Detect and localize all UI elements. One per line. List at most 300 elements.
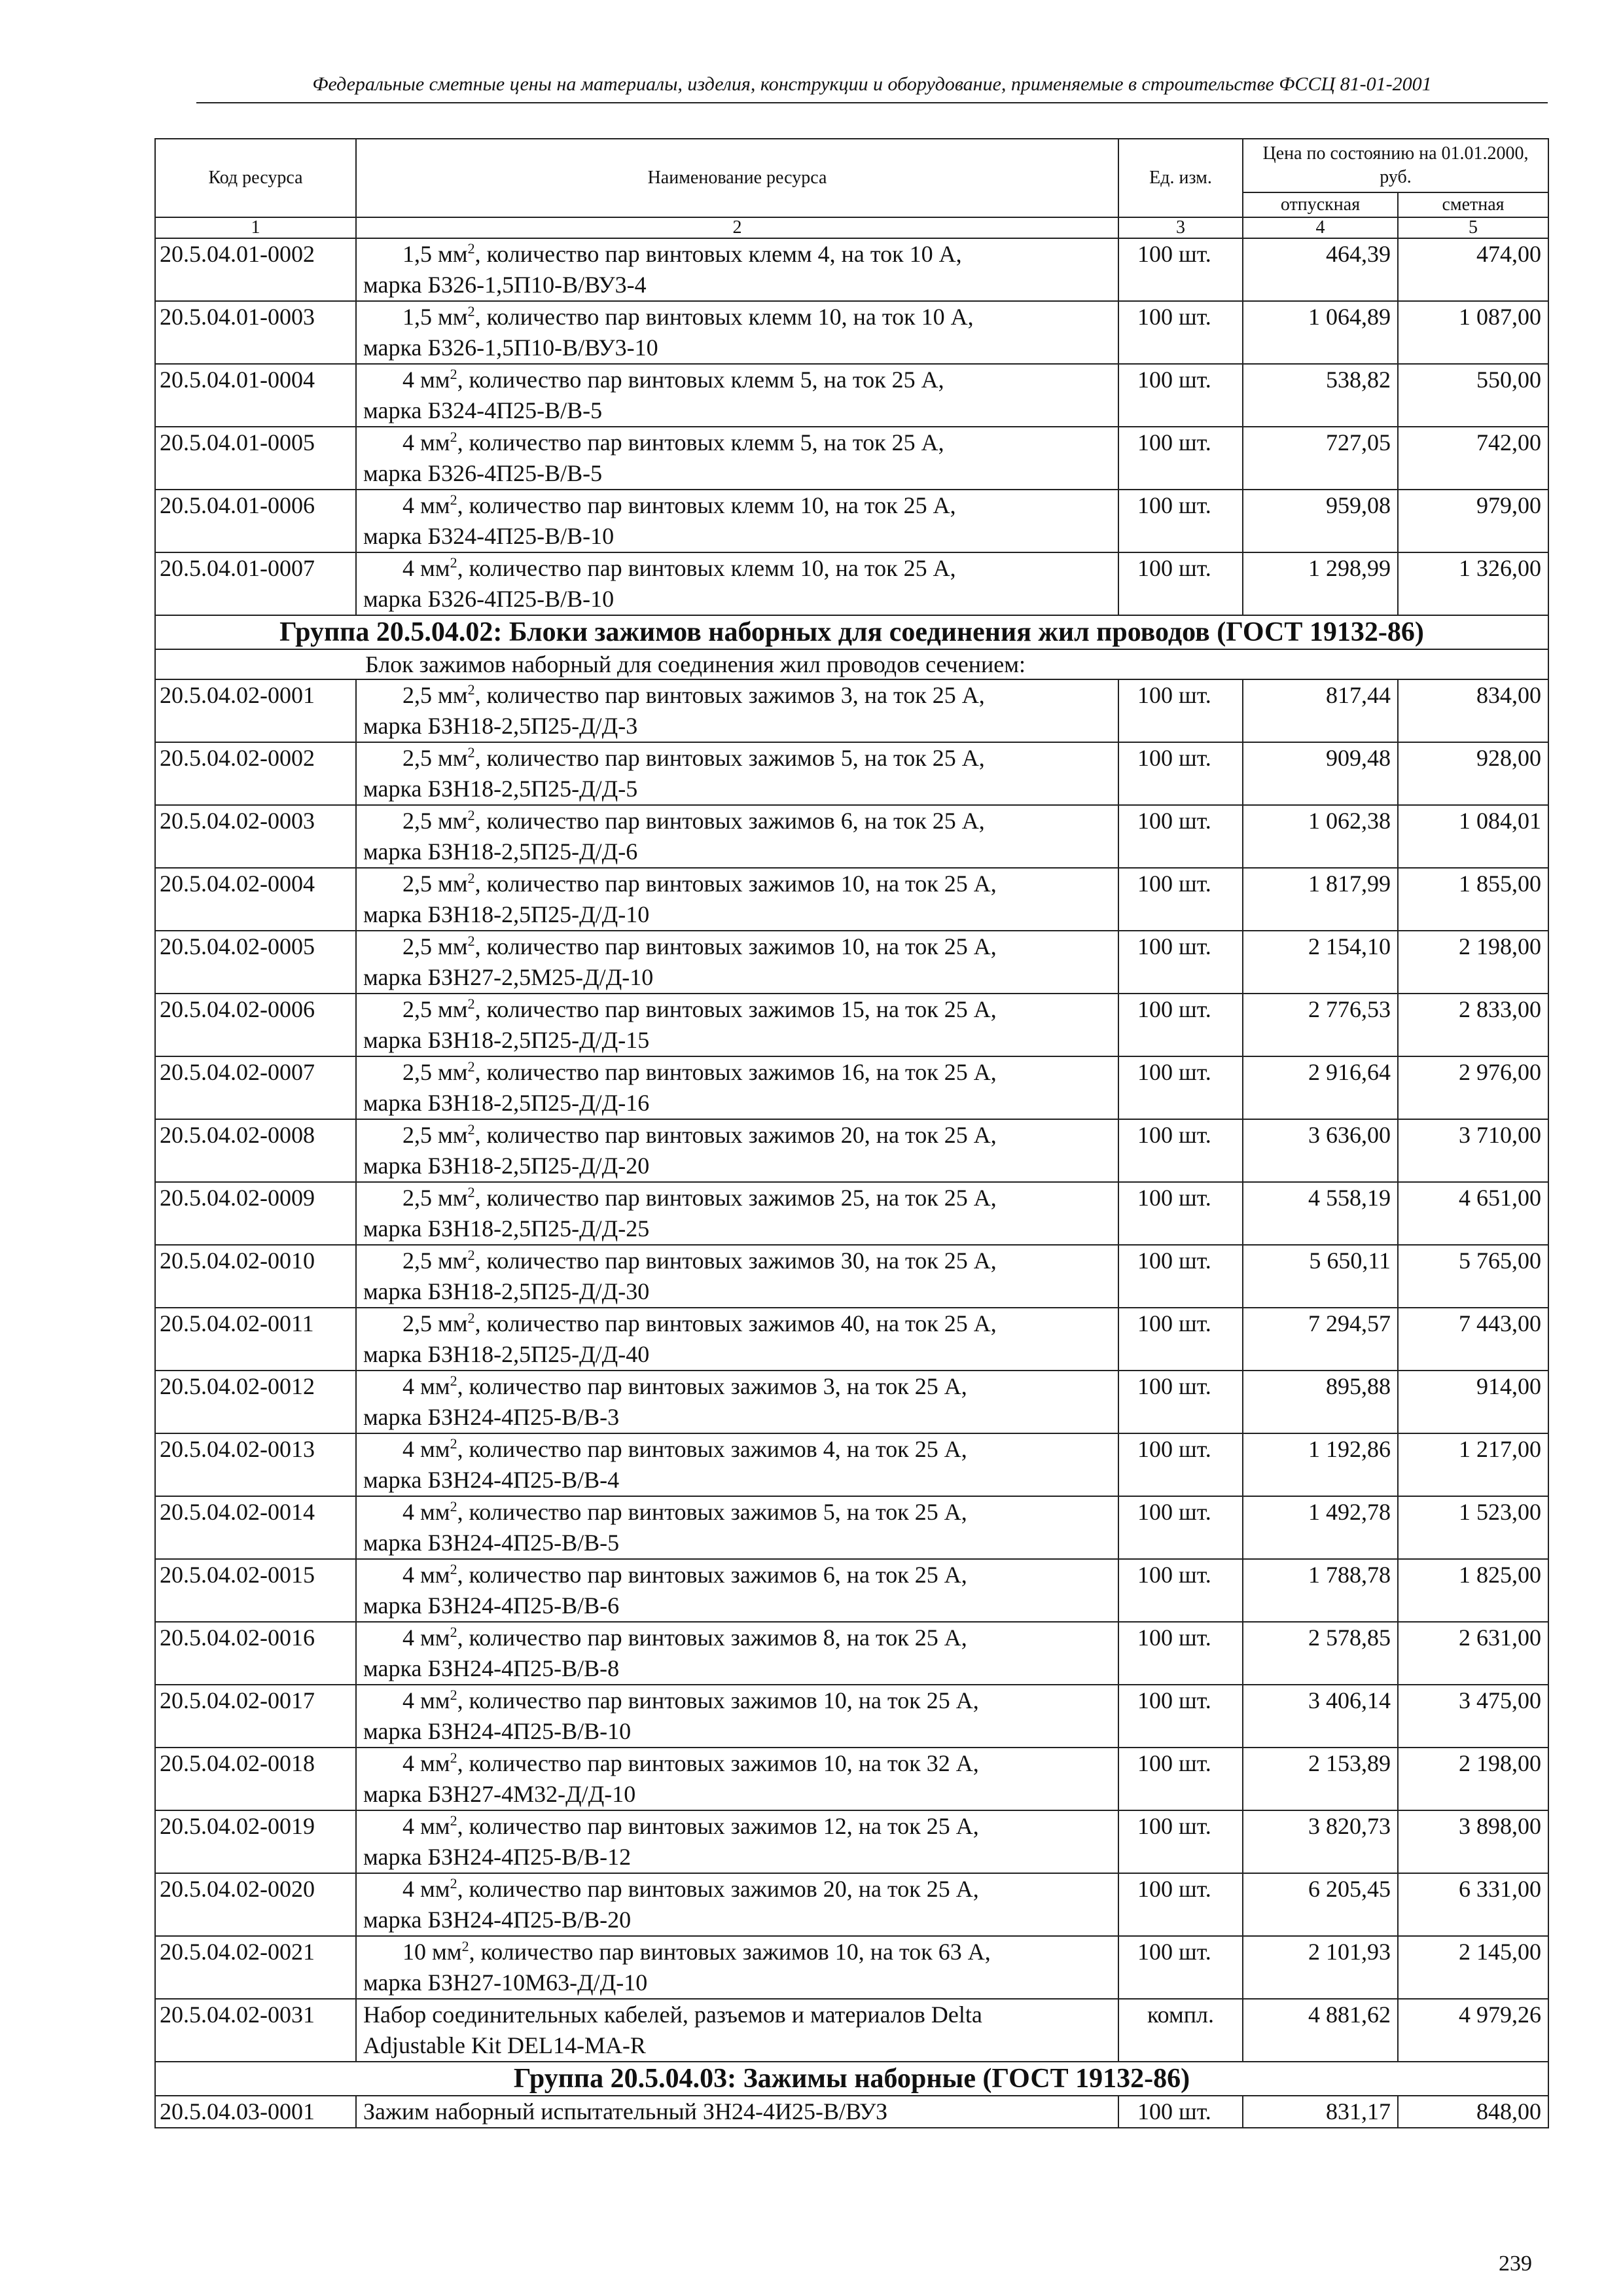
name-text: , количество пар винтовых зажимов 10, на ток 25 А, — [474, 933, 997, 960]
name-mark: марка БЗН24-4П25-В/В-12 — [363, 1844, 632, 1870]
price-estimate: 3 898,00 — [1398, 1810, 1548, 1873]
name-section: 4 мм — [402, 555, 450, 581]
resource-code: 20.5.04.02-0002 — [155, 742, 356, 805]
resource-name — [356, 364, 1118, 427]
name-text: , количество пар винтовых зажимов 15, на ток 25 А, — [474, 996, 997, 1022]
name-section: 4 мм — [402, 1562, 450, 1588]
table-row — [155, 552, 1548, 615]
unit: компл. — [1118, 1999, 1243, 2062]
unit: 100 шт. — [1118, 1056, 1243, 1119]
name-section: 4 мм — [402, 1373, 450, 1399]
resource-name — [356, 1622, 1118, 1685]
unit: 100 шт. — [1118, 552, 1243, 615]
table-row — [155, 301, 1548, 364]
resource-name — [356, 1559, 1118, 1622]
header-price-estimate: сметная — [1398, 192, 1548, 217]
column-number: 5 — [1398, 217, 1548, 238]
price-estimate: 979,00 — [1398, 490, 1548, 552]
name-text: , количество пар винтовых зажимов 8, на ток 25 А, — [457, 1624, 967, 1651]
price-estimate: 1 084,01 — [1398, 805, 1548, 868]
table-row — [155, 1622, 1548, 1685]
unit: 100 шт. — [1118, 1308, 1243, 1371]
price-release: 1 492,78 — [1243, 1496, 1398, 1559]
group-title: Группа 20.5.04.03: Зажимы наборные (ГОСТ 19132-86) — [155, 2062, 1548, 2096]
superscript-square: 2 — [450, 366, 457, 382]
name-section: 10 мм — [402, 1939, 462, 1965]
table-row — [155, 1245, 1548, 1308]
resource-name — [356, 868, 1118, 931]
name-mark: марка Б324-4П25-В/В-10 — [363, 523, 615, 549]
resource-code: 20.5.04.02-0009 — [155, 1182, 356, 1245]
name-mark: марка Б324-4П25-В/В-5 — [363, 397, 603, 423]
name-mark: марка Б326-1,5П10-В/ВУ3-10 — [363, 334, 658, 361]
table-row — [155, 238, 1548, 301]
price-release: 1 817,99 — [1243, 868, 1398, 931]
header-price: Цена по состоянию на 01.01.2000, руб. — [1243, 139, 1548, 192]
resource-name — [356, 931, 1118, 994]
price-release: 538,82 — [1243, 364, 1398, 427]
table-row — [155, 1433, 1548, 1496]
resource-name — [356, 1119, 1118, 1182]
resource-code: 20.5.04.02-0012 — [155, 1371, 356, 1433]
resource-code: 20.5.04.02-0007 — [155, 1056, 356, 1119]
superscript-square: 2 — [450, 1624, 457, 1640]
header-rule — [196, 102, 1548, 103]
name-section: 2,5 мм — [402, 745, 468, 771]
resource-code: 20.5.04.01-0003 — [155, 301, 356, 364]
superscript-square: 2 — [450, 1749, 457, 1766]
resource-code: 20.5.04.02-0019 — [155, 1810, 356, 1873]
resource-name — [356, 1936, 1118, 1999]
price-estimate: 2 976,00 — [1398, 1056, 1548, 1119]
table-row — [155, 994, 1548, 1056]
unit: 100 шт. — [1118, 238, 1243, 301]
name-mark: марка БЗН24-4П25-В/В-6 — [363, 1592, 620, 1619]
price-release: 831,17 — [1243, 2096, 1398, 2128]
table-row — [155, 1748, 1548, 1810]
table-row — [155, 1999, 1548, 2062]
name-mark: марка БЗН24-4П25-В/В-5 — [363, 1530, 620, 1556]
unit: 100 шт. — [1118, 931, 1243, 994]
superscript-square: 2 — [450, 1498, 457, 1515]
table-row — [155, 1685, 1548, 1748]
price-release: 1 788,78 — [1243, 1559, 1398, 1622]
unit: 100 шт. — [1118, 868, 1243, 931]
price-estimate: 3 710,00 — [1398, 1119, 1548, 1182]
table-row — [155, 868, 1548, 931]
name-text: , количество пар винтовых клемм 5, на ток 25 А, — [457, 429, 944, 456]
price-estimate: 4 651,00 — [1398, 1182, 1548, 1245]
price-release: 2 776,53 — [1243, 994, 1398, 1056]
resource-name: Зажим наборный испытательный ЗН24-4И25-В/ВУЗ — [356, 2096, 1118, 2128]
name-section: 2,5 мм — [402, 682, 468, 708]
name-text: , количество пар винтовых зажимов 3, на ток 25 А, — [474, 682, 985, 708]
price-release: 7 294,57 — [1243, 1308, 1398, 1371]
unit: 100 шт. — [1118, 1433, 1243, 1496]
name-section: 4 мм — [402, 1876, 450, 1902]
price-estimate: 1 217,00 — [1398, 1433, 1548, 1496]
price-release: 4 881,62 — [1243, 1999, 1398, 2062]
price-estimate: 550,00 — [1398, 364, 1548, 427]
name-mark: Adjustable Kit DEL14-MA-R — [363, 2032, 646, 2058]
header-unit: Ед. изм. — [1118, 139, 1243, 217]
resource-name — [356, 1056, 1118, 1119]
name-text: , количество пар винтовых клемм 10, на ток 25 А, — [457, 492, 956, 518]
running-header: Федеральные сметные цены на материалы, изделия, конструкции и оборудование, применяемые в строительстве ФССЦ 81-01-2001 — [312, 73, 1432, 95]
unit: 100 шт. — [1118, 490, 1243, 552]
price-release: 909,48 — [1243, 742, 1398, 805]
unit: 100 шт. — [1118, 364, 1243, 427]
table-row — [155, 2096, 1548, 2128]
superscript-square: 2 — [467, 1184, 475, 1200]
unit: 100 шт. — [1118, 427, 1243, 490]
price-estimate: 742,00 — [1398, 427, 1548, 490]
resource-code: 20.5.04.01-0004 — [155, 364, 356, 427]
resource-code: 20.5.04.02-0008 — [155, 1119, 356, 1182]
price-release: 895,88 — [1243, 1371, 1398, 1433]
name-mark: марка БЗН24-4П25-В/В-10 — [363, 1718, 632, 1744]
unit: 100 шт. — [1118, 2096, 1243, 2128]
table-row — [155, 1371, 1548, 1433]
name-text: , количество пар винтовых зажимов 10, на ток 25 А, — [457, 1687, 979, 1713]
resource-name — [356, 552, 1118, 615]
name-text: , количество пар винтовых зажимов 10, на ток 63 А, — [469, 1939, 991, 1965]
superscript-square: 2 — [450, 1372, 457, 1389]
name-mark: марка БЗН24-4П25-В/В-3 — [363, 1404, 620, 1430]
column-number: 4 — [1243, 217, 1398, 238]
unit: 100 шт. — [1118, 1245, 1243, 1308]
column-number-row — [155, 217, 1548, 238]
unit: 100 шт. — [1118, 994, 1243, 1056]
price-release: 2 153,89 — [1243, 1748, 1398, 1810]
header-price-release: отпускная — [1243, 192, 1398, 217]
superscript-square: 2 — [467, 807, 475, 823]
resource-name — [356, 1810, 1118, 1873]
table-row — [155, 1559, 1548, 1622]
resource-code: 20.5.04.02-0017 — [155, 1685, 356, 1748]
resource-code: 20.5.04.03-0001 — [155, 2096, 356, 2128]
name-mark: марка Б326-4П25-В/В-10 — [363, 586, 615, 612]
resource-name — [356, 1685, 1118, 1748]
resource-code: 20.5.04.02-0003 — [155, 805, 356, 868]
resource-name — [356, 1496, 1118, 1559]
name-section: 2,5 мм — [402, 996, 468, 1022]
superscript-square: 2 — [467, 240, 475, 257]
name-text: , количество пар винтовых зажимов 20, на ток 25 А, — [457, 1876, 979, 1902]
table-row — [155, 1182, 1548, 1245]
name-text: , количество пар винтовых клемм 5, на ток 25 А, — [457, 367, 944, 393]
name-mark: марка БЗН18-2,5П25-Д/Д-10 — [363, 901, 650, 927]
name-mark: марка БЗН24-4П25-В/В-8 — [363, 1655, 620, 1681]
resource-name — [356, 805, 1118, 868]
name-section: 4 мм — [402, 1499, 450, 1525]
header-code: Код ресурса — [155, 139, 356, 217]
name-mark: марка БЗН18-2,5П25-Д/Д-30 — [363, 1278, 650, 1304]
name-text: , количество пар винтовых клемм 10, на ток 25 А, — [457, 555, 956, 581]
price-release: 1 192,86 — [1243, 1433, 1398, 1496]
resource-code: 20.5.04.02-0021 — [155, 1936, 356, 1999]
price-release: 2 578,85 — [1243, 1622, 1398, 1685]
price-estimate: 2 145,00 — [1398, 1936, 1548, 1999]
table-row — [155, 364, 1548, 427]
name-section: 4 мм — [402, 1436, 450, 1462]
resource-code: 20.5.04.02-0004 — [155, 868, 356, 931]
resource-code: 20.5.04.02-0018 — [155, 1748, 356, 1810]
name-text: , количество пар винтовых зажимов 5, на ток 25 А, — [474, 745, 985, 771]
price-estimate: 834,00 — [1398, 679, 1548, 742]
unit: 100 шт. — [1118, 805, 1243, 868]
table-row — [155, 742, 1548, 805]
name-text: , количество пар винтовых зажимов 5, на ток 25 А, — [457, 1499, 967, 1525]
name-mark: марка БЗН18-2,5П25-Д/Д-6 — [363, 838, 638, 865]
price-release: 464,39 — [1243, 238, 1398, 301]
superscript-square: 2 — [461, 1938, 469, 1954]
name-section: 4 мм — [402, 367, 450, 393]
price-estimate: 2 198,00 — [1398, 1748, 1548, 1810]
superscript-square: 2 — [467, 933, 475, 949]
page-number: 239 — [1499, 2251, 1532, 2276]
resource-code: 20.5.04.02-0014 — [155, 1496, 356, 1559]
column-number: 2 — [356, 217, 1118, 238]
price-estimate: 848,00 — [1398, 2096, 1548, 2128]
name-text: , количество пар винтовых зажимов 20, на ток 25 А, — [474, 1122, 997, 1148]
name-mark: марка Б326-4П25-В/В-5 — [363, 460, 603, 486]
price-release: 2 101,93 — [1243, 1936, 1398, 1999]
resource-name — [356, 301, 1118, 364]
name-text: , количество пар винтовых зажимов 16, на ток 25 А, — [474, 1059, 997, 1085]
unit: 100 шт. — [1118, 1936, 1243, 1999]
name-mark: марка БЗН18-2,5П25-Д/Д-40 — [363, 1341, 650, 1367]
superscript-square: 2 — [467, 681, 475, 698]
unit: 100 шт. — [1118, 1622, 1243, 1685]
superscript-square: 2 — [450, 1875, 457, 1892]
superscript-square: 2 — [450, 554, 457, 571]
price-release: 5 650,11 — [1243, 1245, 1398, 1308]
unit: 100 шт. — [1118, 1873, 1243, 1936]
price-release: 4 558,19 — [1243, 1182, 1398, 1245]
resource-name — [356, 1433, 1118, 1496]
price-estimate: 914,00 — [1398, 1371, 1548, 1433]
price-estimate: 1 825,00 — [1398, 1559, 1548, 1622]
price-release: 959,08 — [1243, 490, 1398, 552]
price-release: 817,44 — [1243, 679, 1398, 742]
unit: 100 шт. — [1118, 679, 1243, 742]
name-text: , количество пар винтовых зажимов 6, на ток 25 А, — [457, 1562, 967, 1588]
name-section: 2,5 мм — [402, 870, 468, 897]
unit: 100 шт. — [1118, 742, 1243, 805]
name-section: 2,5 мм — [402, 1185, 468, 1211]
resource-code: 20.5.04.01-0002 — [155, 238, 356, 301]
resource-code: 20.5.04.02-0015 — [155, 1559, 356, 1622]
superscript-square: 2 — [467, 996, 475, 1012]
resource-code: 20.5.04.02-0031 — [155, 1999, 356, 2062]
price-estimate: 2 631,00 — [1398, 1622, 1548, 1685]
superscript-square: 2 — [467, 1310, 475, 1326]
resource-name — [356, 1873, 1118, 1936]
resource-name — [356, 1245, 1118, 1308]
name-mark: марка БЗН18-2,5П25-Д/Д-16 — [363, 1090, 650, 1116]
table-row — [155, 931, 1548, 994]
price-release: 3 406,14 — [1243, 1685, 1398, 1748]
price-estimate: 4 979,26 — [1398, 1999, 1548, 2062]
name-mark: марка БЗН24-4П25-В/В-4 — [363, 1467, 620, 1493]
name-section: 4 мм — [402, 492, 450, 518]
name-text: Набор соединительных кабелей, разъемов и материалов Delta — [363, 2001, 982, 2028]
name-section: 1,5 мм — [402, 304, 468, 330]
name-section: 4 мм — [402, 1750, 450, 1776]
name-section: 2,5 мм — [402, 1122, 468, 1148]
resource-code: 20.5.04.02-0010 — [155, 1245, 356, 1308]
table-row — [155, 427, 1548, 490]
table-row — [155, 1496, 1548, 1559]
name-section: 2,5 мм — [402, 1059, 468, 1085]
unit: 100 шт. — [1118, 1119, 1243, 1182]
name-text: , количество пар винтовых зажимов 30, на ток 25 А, — [474, 1247, 997, 1274]
price-release: 1 064,89 — [1243, 301, 1398, 364]
name-section: 2,5 мм — [402, 933, 468, 960]
price-release: 6 205,45 — [1243, 1873, 1398, 1936]
name-mark: марка БЗН27-4М32-Д/Д-10 — [363, 1781, 636, 1807]
resource-name — [356, 427, 1118, 490]
resource-name — [356, 1371, 1118, 1433]
table-row — [155, 805, 1548, 868]
resource-name — [356, 1308, 1118, 1371]
name-text: , количество пар винтовых зажимов 10, на ток 32 А, — [457, 1750, 979, 1776]
column-number: 3 — [1118, 217, 1243, 238]
resource-code: 20.5.04.01-0007 — [155, 552, 356, 615]
price-estimate: 474,00 — [1398, 238, 1548, 301]
unit: 100 шт. — [1118, 1685, 1243, 1748]
resource-code: 20.5.04.02-0013 — [155, 1433, 356, 1496]
price-estimate: 2 833,00 — [1398, 994, 1548, 1056]
name-mark: марка БЗН24-4П25-В/В-20 — [363, 1907, 632, 1933]
superscript-square: 2 — [467, 1121, 475, 1138]
unit: 100 шт. — [1118, 1559, 1243, 1622]
unit: 100 шт. — [1118, 1496, 1243, 1559]
unit: 100 шт. — [1118, 301, 1243, 364]
name-text: , количество пар винтовых зажимов 25, на ток 25 А, — [474, 1185, 997, 1211]
price-release: 2 916,64 — [1243, 1056, 1398, 1119]
superscript-square: 2 — [467, 1058, 475, 1075]
resource-code: 20.5.04.02-0001 — [155, 679, 356, 742]
price-release: 727,05 — [1243, 427, 1398, 490]
group-title-row — [155, 2062, 1548, 2096]
price-release: 2 154,10 — [1243, 931, 1398, 994]
superscript-square: 2 — [450, 1687, 457, 1703]
resource-name — [356, 679, 1118, 742]
resource-code: 20.5.04.02-0020 — [155, 1873, 356, 1936]
name-text: , количество пар винтовых клемм 4, на ток 10 А, — [474, 241, 962, 267]
table-row — [155, 1308, 1548, 1371]
group-title: Группа 20.5.04.02: Блоки зажимов наборных для соединения жил проводов (ГОСТ 19132-86) — [155, 615, 1548, 649]
superscript-square: 2 — [450, 492, 457, 508]
resource-name — [356, 742, 1118, 805]
name-section: 4 мм — [402, 1813, 450, 1839]
price-estimate: 1 523,00 — [1398, 1496, 1548, 1559]
superscript-square: 2 — [467, 870, 475, 886]
name-mark: марка БЗН27-2,5М25-Д/Д-10 — [363, 964, 654, 990]
name-mark: марка БЗН18-2,5П25-Д/Д-15 — [363, 1027, 650, 1053]
table-header-row — [155, 139, 1548, 192]
superscript-square: 2 — [450, 1812, 457, 1829]
price-release: 3 636,00 — [1243, 1119, 1398, 1182]
price-release: 3 820,73 — [1243, 1810, 1398, 1873]
price-estimate: 1 087,00 — [1398, 301, 1548, 364]
superscript-square: 2 — [450, 429, 457, 445]
subheading-row — [155, 649, 1548, 679]
name-mark: марка БЗН27-10М63-Д/Д-10 — [363, 1969, 648, 1996]
name-mark: марка БЗН18-2,5П25-Д/Д-5 — [363, 776, 638, 802]
price-release: 1 062,38 — [1243, 805, 1398, 868]
superscript-square: 2 — [467, 744, 475, 761]
name-section: 4 мм — [402, 1687, 450, 1713]
table-row — [155, 1936, 1548, 1999]
name-section: 1,5 мм — [402, 241, 468, 267]
superscript-square: 2 — [450, 1561, 457, 1577]
name-section: 2,5 мм — [402, 1247, 468, 1274]
name-text: , количество пар винтовых зажимов 12, на ток 25 А, — [457, 1813, 979, 1839]
resource-name — [356, 238, 1118, 301]
price-estimate: 6 331,00 — [1398, 1873, 1548, 1936]
resource-code: 20.5.04.02-0011 — [155, 1308, 356, 1371]
name-section: 2,5 мм — [402, 1310, 468, 1336]
resource-code: 20.5.04.02-0005 — [155, 931, 356, 994]
price-estimate: 5 765,00 — [1398, 1245, 1548, 1308]
name-text: , количество пар винтовых зажимов 3, на ток 25 А, — [457, 1373, 967, 1399]
resource-name — [356, 1182, 1118, 1245]
table-row — [155, 1873, 1548, 1936]
unit: 100 шт. — [1118, 1371, 1243, 1433]
unit: 100 шт. — [1118, 1182, 1243, 1245]
resource-code: 20.5.04.02-0016 — [155, 1622, 356, 1685]
resource-name — [356, 1999, 1118, 2062]
superscript-square: 2 — [467, 303, 475, 319]
price-estimate: 7 443,00 — [1398, 1308, 1548, 1371]
superscript-square: 2 — [450, 1435, 457, 1452]
name-text: , количество пар винтовых зажимов 4, на ток 25 А, — [457, 1436, 967, 1462]
resource-code: 20.5.04.01-0006 — [155, 490, 356, 552]
resource-name — [356, 994, 1118, 1056]
price-estimate: 3 475,00 — [1398, 1685, 1548, 1748]
unit: 100 шт. — [1118, 1810, 1243, 1873]
name-section: 4 мм — [402, 429, 450, 456]
price-estimate: 2 198,00 — [1398, 931, 1548, 994]
name-mark: марка БЗН18-2,5П25-Д/Д-3 — [363, 713, 638, 739]
table-row — [155, 1056, 1548, 1119]
name-mark: марка БЗН18-2,5П25-Д/Д-25 — [363, 1215, 650, 1242]
group-title-row — [155, 615, 1548, 649]
table-row — [155, 1810, 1548, 1873]
superscript-square: 2 — [467, 1247, 475, 1263]
table-row — [155, 1119, 1548, 1182]
name-text: , количество пар винтовых зажимов 10, на ток 25 А, — [474, 870, 997, 897]
name-text: , количество пар винтовых клемм 10, на ток 10 А, — [474, 304, 974, 330]
name-section: 2,5 мм — [402, 808, 468, 834]
price-estimate: 928,00 — [1398, 742, 1548, 805]
resource-name — [356, 1748, 1118, 1810]
column-number: 1 — [155, 217, 356, 238]
header-name: Наименование ресурса — [356, 139, 1118, 217]
price-estimate: 1 855,00 — [1398, 868, 1548, 931]
name-text: , количество пар винтовых зажимов 40, на ток 25 А, — [474, 1310, 997, 1336]
unit: 100 шт. — [1118, 1748, 1243, 1810]
price-estimate: 1 326,00 — [1398, 552, 1548, 615]
name-section: 4 мм — [402, 1624, 450, 1651]
resource-name — [356, 490, 1118, 552]
price-table — [154, 138, 1549, 2128]
name-mark: марка БЗН18-2,5П25-Д/Д-20 — [363, 1153, 650, 1179]
price-release: 1 298,99 — [1243, 552, 1398, 615]
